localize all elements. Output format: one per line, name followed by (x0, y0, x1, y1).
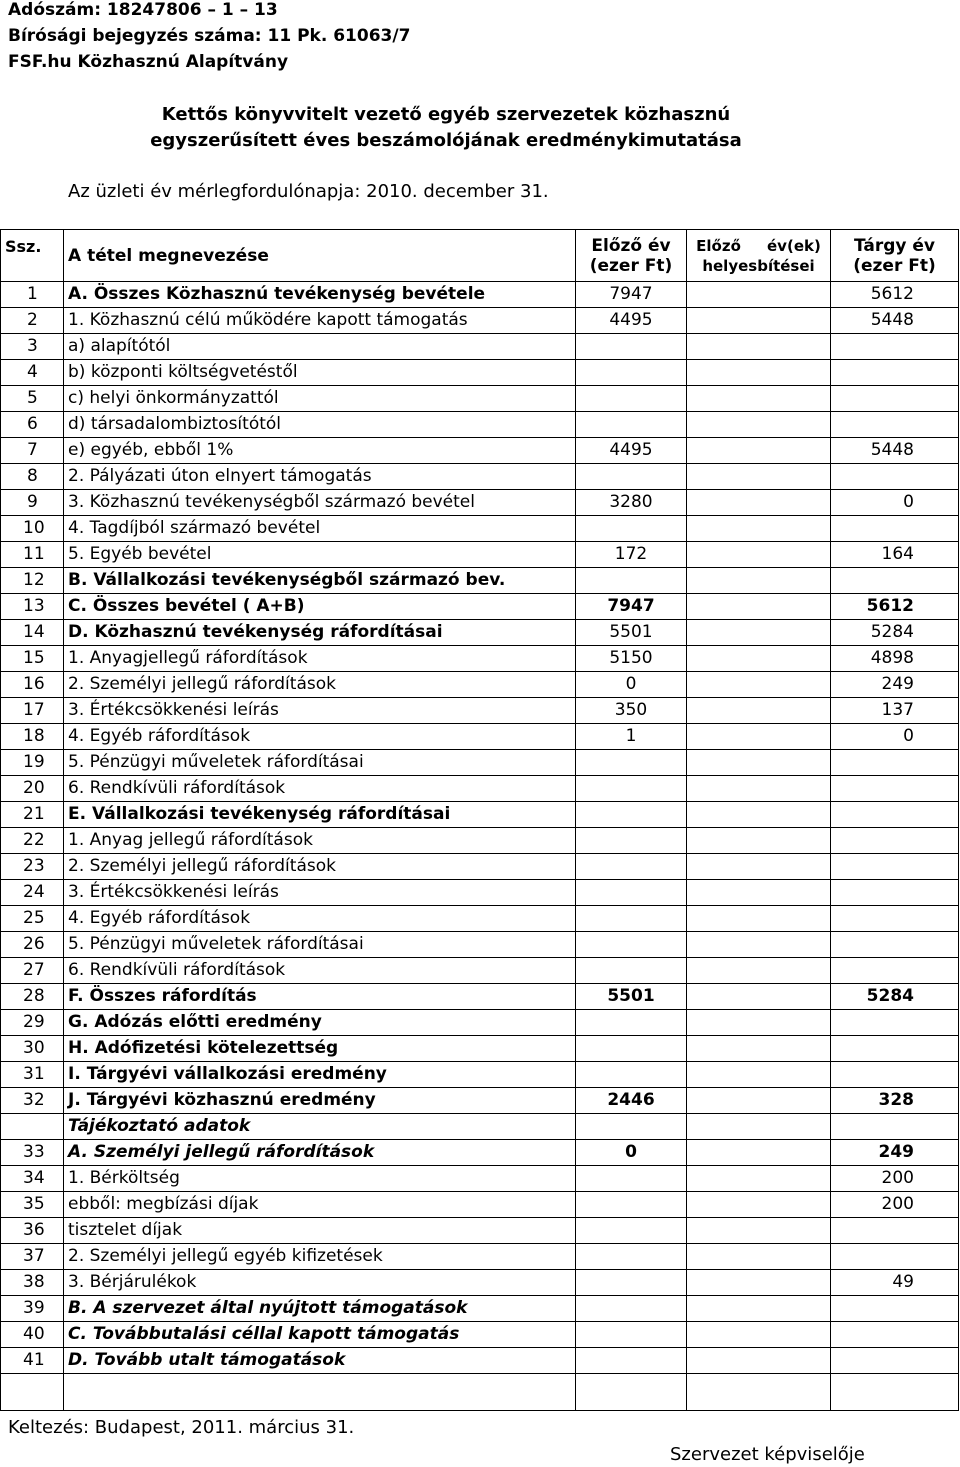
row-prev-value (576, 568, 687, 594)
row-current-value (831, 958, 959, 984)
row-number: 40 (1, 1322, 64, 1348)
row-correction-value (687, 568, 831, 594)
row-number: 28 (1, 984, 64, 1010)
row-correction-value (687, 360, 831, 386)
row-correction-value (687, 1062, 831, 1088)
row-number: 19 (1, 750, 64, 776)
row-label: 3. Értékcsökkenési leírás (64, 880, 576, 906)
row-number: 22 (1, 828, 64, 854)
table-row (1, 568, 959, 594)
row-correction-value (687, 984, 831, 1010)
table-row (1, 1166, 959, 1192)
row-current-value (831, 828, 959, 854)
row-correction-value (687, 308, 831, 334)
table-row (1, 1088, 959, 1114)
row-label: A. Személyi jellegű ráfordítások (64, 1140, 576, 1166)
row-label: 2. Pályázati úton elnyert támogatás (64, 464, 576, 490)
row-prev-value: 4495 (576, 308, 687, 334)
row-current-value: 200 (831, 1166, 959, 1192)
row-correction-value (687, 776, 831, 802)
table-row (1, 594, 959, 620)
place-and-date: Keltezés: Budapest, 2011. március 31. (8, 1417, 355, 1438)
row-correction-value (687, 724, 831, 750)
row-number: 39 (1, 1296, 64, 1322)
row-prev-value (576, 1114, 687, 1140)
row-current-value (831, 750, 959, 776)
income-statement-table (0, 229, 959, 1411)
row-label: B. Vállalkozási tevékenységből származó bev. (64, 568, 576, 594)
row-correction-value (687, 1036, 831, 1062)
table-row (1, 854, 959, 880)
table-row (1, 1270, 959, 1296)
row-label: e) egyéb, ebből 1% (64, 438, 576, 464)
table-row (1, 282, 959, 308)
table-row (1, 1140, 959, 1166)
row-current-value: 49 (831, 1270, 959, 1296)
row-label: Tájékoztató adatok (64, 1114, 576, 1140)
row-label: F. Összes ráfordítás (64, 984, 576, 1010)
row-current-value (831, 880, 959, 906)
row-prev-value: 0 (576, 1140, 687, 1166)
row-number: 1 (1, 282, 64, 308)
row-correction-value (687, 750, 831, 776)
row-prev-value (576, 958, 687, 984)
row-current-value: 249 (831, 672, 959, 698)
row-label: 4. Egyéb ráfordítások (64, 906, 576, 932)
row-current-value (831, 412, 959, 438)
row-label: c) helyi önkormányzattól (64, 386, 576, 412)
row-prev-value (576, 1244, 687, 1270)
row-current-value: 5448 (831, 308, 959, 334)
court-registration: Bírósági bejegyzés száma: 11 Pk. 61063/7 (8, 26, 411, 46)
row-number: 38 (1, 1270, 64, 1296)
row-label: 2. Személyi jellegű ráfordítások (64, 854, 576, 880)
row-label: D. Közhasznú tevékenység ráfordításai (64, 620, 576, 646)
row-number: 20 (1, 776, 64, 802)
document-title-line2: egyszerűsített éves beszámolójának eredménykimutatása (150, 130, 742, 151)
row-number: 10 (1, 516, 64, 542)
row-prev-value: 3280 (576, 490, 687, 516)
row-current-value (831, 386, 959, 412)
row-label: D. Tovább utalt támogatások (64, 1348, 576, 1374)
row-label: ebből: megbízási díjak (64, 1192, 576, 1218)
row-number: 29 (1, 1010, 64, 1036)
row-current-value: 5448 (831, 438, 959, 464)
row-label: 5. Pénzügyi műveletek ráfordításai (64, 932, 576, 958)
header-current-year: Tárgy év (ezer Ft) (831, 230, 959, 282)
signature-label: Szervezet képviselője (670, 1444, 865, 1465)
row-number: 2 (1, 308, 64, 334)
row-correction-value (687, 854, 831, 880)
row-prev-value (576, 1296, 687, 1322)
row-correction-value (687, 906, 831, 932)
table-row (1, 620, 959, 646)
row-current-value (831, 1010, 959, 1036)
row-number: 26 (1, 932, 64, 958)
row-label: 1. Bérköltség (64, 1166, 576, 1192)
row-number: 30 (1, 1036, 64, 1062)
row-correction-value (687, 1348, 831, 1374)
row-current-value (831, 360, 959, 386)
row-label: G. Adózás előtti eredmény (64, 1010, 576, 1036)
row-number: 9 (1, 490, 64, 516)
row-correction-value (687, 620, 831, 646)
table-row (1, 1348, 959, 1374)
row-correction-value (687, 672, 831, 698)
row-prev-value (576, 360, 687, 386)
table-row (1, 906, 959, 932)
row-current-value: 5612 (831, 594, 959, 620)
row-prev-value (576, 776, 687, 802)
row-correction-value (687, 1218, 831, 1244)
row-current-value: 249 (831, 1140, 959, 1166)
row-correction-value (687, 1140, 831, 1166)
row-number: 4 (1, 360, 64, 386)
table-row (1, 828, 959, 854)
table-row (1, 1114, 959, 1140)
row-prev-value (576, 932, 687, 958)
spacer-cell (1, 1374, 64, 1411)
row-label: C. Továbbutalási céllal kapott támogatás (64, 1322, 576, 1348)
row-correction-value (687, 334, 831, 360)
row-label: 3. Közhasznú tevékenységből származó bevétel (64, 490, 576, 516)
row-current-value: 0 (831, 724, 959, 750)
table-row (1, 802, 959, 828)
row-correction-value (687, 880, 831, 906)
row-label: 5. Egyéb bevétel (64, 542, 576, 568)
table-spacer-row (1, 1374, 959, 1411)
row-prev-value (576, 1348, 687, 1374)
table-row (1, 1192, 959, 1218)
row-number: 16 (1, 672, 64, 698)
row-correction-value (687, 542, 831, 568)
row-number: 14 (1, 620, 64, 646)
row-current-value (831, 802, 959, 828)
table-header-row (1, 230, 959, 282)
row-correction-value (687, 490, 831, 516)
table-row (1, 1296, 959, 1322)
tax-number: Adószám: 18247806 – 1 – 13 (8, 0, 278, 20)
row-prev-value (576, 750, 687, 776)
row-correction-value (687, 646, 831, 672)
table-row (1, 1010, 959, 1036)
table-row (1, 438, 959, 464)
table-row (1, 464, 959, 490)
row-number: 21 (1, 802, 64, 828)
row-number: 3 (1, 334, 64, 360)
row-label: a) alapítótól (64, 334, 576, 360)
row-correction-value (687, 438, 831, 464)
row-label: I. Tárgyévi vállalkozási eredmény (64, 1062, 576, 1088)
row-number: 35 (1, 1192, 64, 1218)
row-number: 31 (1, 1062, 64, 1088)
row-correction-value (687, 412, 831, 438)
row-current-value (831, 1036, 959, 1062)
header-prev-corrections: Előző év(ek) helyesbítései (687, 230, 831, 282)
row-label: 1. Közhasznú célú működére kapott támogatás (64, 308, 576, 334)
row-prev-value: 1 (576, 724, 687, 750)
row-number (1, 1114, 64, 1140)
row-number: 17 (1, 698, 64, 724)
header-prev-year: Előző év (ezer Ft) (576, 230, 687, 282)
row-current-value (831, 1114, 959, 1140)
table-row (1, 750, 959, 776)
row-correction-value (687, 802, 831, 828)
row-correction-value (687, 932, 831, 958)
document-title-line1: Kettős könyvvitelt vezető egyéb szervezetek közhasznú (161, 104, 731, 125)
row-current-value (831, 1244, 959, 1270)
row-correction-value (687, 958, 831, 984)
row-prev-value (576, 880, 687, 906)
row-correction-value (687, 1010, 831, 1036)
spacer-cell (687, 1374, 831, 1411)
row-number: 27 (1, 958, 64, 984)
row-correction-value (687, 1114, 831, 1140)
header-item-name: A tétel megnevezése (64, 230, 576, 282)
row-number: 5 (1, 386, 64, 412)
row-current-value (831, 906, 959, 932)
row-number: 37 (1, 1244, 64, 1270)
row-label: E. Vállalkozási tevékenység ráfordításai (64, 802, 576, 828)
row-number: 18 (1, 724, 64, 750)
row-number: 25 (1, 906, 64, 932)
row-label: A. Összes Közhasznú tevékenység bevétele (64, 282, 576, 308)
row-prev-value: 2446 (576, 1088, 687, 1114)
row-prev-value (576, 1270, 687, 1296)
row-label: 3. Bérjárulékok (64, 1270, 576, 1296)
row-number: 12 (1, 568, 64, 594)
table-row (1, 1322, 959, 1348)
row-correction-value (687, 1192, 831, 1218)
row-number: 15 (1, 646, 64, 672)
row-correction-value (687, 1296, 831, 1322)
table-row (1, 308, 959, 334)
row-prev-value (576, 464, 687, 490)
row-current-value: 200 (831, 1192, 959, 1218)
spacer-cell (831, 1374, 959, 1411)
spacer-cell (576, 1374, 687, 1411)
table-row (1, 672, 959, 698)
row-prev-value (576, 1062, 687, 1088)
header-ssz: Ssz. (1, 230, 64, 282)
row-current-value (831, 1218, 959, 1244)
row-label: d) társadalombiztosítótól (64, 412, 576, 438)
row-number: 8 (1, 464, 64, 490)
table-row (1, 984, 959, 1010)
row-prev-value: 172 (576, 542, 687, 568)
row-label: 6. Rendkívüli ráfordítások (64, 958, 576, 984)
row-label: J. Tárgyévi közhasznú eredmény (64, 1088, 576, 1114)
table-row (1, 1036, 959, 1062)
table-row (1, 958, 959, 984)
row-label: 1. Anyag jellegű ráfordítások (64, 828, 576, 854)
row-current-value (831, 776, 959, 802)
row-current-value (831, 1348, 959, 1374)
row-label: 5. Pénzügyi műveletek ráfordításai (64, 750, 576, 776)
row-correction-value (687, 1270, 831, 1296)
row-number: 41 (1, 1348, 64, 1374)
row-prev-value (576, 906, 687, 932)
row-label: 4. Egyéb ráfordítások (64, 724, 576, 750)
row-label: 2. Személyi jellegű ráfordítások (64, 672, 576, 698)
table-row (1, 490, 959, 516)
row-current-value (831, 854, 959, 880)
row-label: 2. Személyi jellegű egyéb kifizetések (64, 1244, 576, 1270)
row-prev-value (576, 854, 687, 880)
row-label: 3. Értékcsökkenési leírás (64, 698, 576, 724)
row-prev-value: 0 (576, 672, 687, 698)
row-current-value: 0 (831, 490, 959, 516)
row-label: H. Adófizetési kötelezettség (64, 1036, 576, 1062)
table-row (1, 724, 959, 750)
row-current-value (831, 1296, 959, 1322)
table-row (1, 542, 959, 568)
row-prev-value (576, 516, 687, 542)
row-prev-value: 5501 (576, 620, 687, 646)
row-correction-value (687, 1244, 831, 1270)
row-current-value (831, 1062, 959, 1088)
row-correction-value (687, 594, 831, 620)
row-current-value (831, 516, 959, 542)
spacer-cell (64, 1374, 576, 1411)
table-row (1, 386, 959, 412)
row-correction-value (687, 516, 831, 542)
row-correction-value (687, 828, 831, 854)
row-current-value: 164 (831, 542, 959, 568)
row-label: 4. Tagdíjból származó bevétel (64, 516, 576, 542)
row-current-value (831, 568, 959, 594)
row-number: 7 (1, 438, 64, 464)
row-number: 23 (1, 854, 64, 880)
row-prev-value (576, 1010, 687, 1036)
row-current-value: 137 (831, 698, 959, 724)
row-current-value: 5284 (831, 620, 959, 646)
row-label: 1. Anyagjellegű ráfordítások (64, 646, 576, 672)
row-prev-value (576, 1218, 687, 1244)
row-prev-value: 7947 (576, 282, 687, 308)
table-row (1, 646, 959, 672)
table-row (1, 1244, 959, 1270)
row-label: 6. Rendkívüli ráfordítások (64, 776, 576, 802)
table-row (1, 1062, 959, 1088)
table-row (1, 412, 959, 438)
row-prev-value (576, 1166, 687, 1192)
row-correction-value (687, 698, 831, 724)
row-current-value (831, 1322, 959, 1348)
row-number: 34 (1, 1166, 64, 1192)
table-row (1, 1218, 959, 1244)
row-current-value: 328 (831, 1088, 959, 1114)
table-row (1, 698, 959, 724)
row-number: 24 (1, 880, 64, 906)
row-prev-value (576, 828, 687, 854)
fiscal-year-date: Az üzleti év mérlegfordulónapja: 2010. december 31. (68, 181, 549, 202)
row-correction-value (687, 464, 831, 490)
row-label: b) központi költségvetéstől (64, 360, 576, 386)
table-row (1, 880, 959, 906)
row-correction-value (687, 282, 831, 308)
row-label: tisztelet díjak (64, 1218, 576, 1244)
row-number: 6 (1, 412, 64, 438)
row-current-value: 5284 (831, 984, 959, 1010)
organization-name: FSF.hu Közhasznú Alapítvány (8, 52, 289, 72)
table-row (1, 334, 959, 360)
row-prev-value: 350 (576, 698, 687, 724)
row-prev-value (576, 386, 687, 412)
row-number: 33 (1, 1140, 64, 1166)
row-prev-value (576, 1322, 687, 1348)
row-correction-value (687, 1088, 831, 1114)
row-correction-value (687, 1322, 831, 1348)
row-current-value (831, 932, 959, 958)
row-prev-value: 4495 (576, 438, 687, 464)
table-row (1, 516, 959, 542)
table-row (1, 776, 959, 802)
table-row (1, 360, 959, 386)
row-prev-value (576, 802, 687, 828)
row-prev-value (576, 334, 687, 360)
row-prev-value (576, 1036, 687, 1062)
row-prev-value: 7947 (576, 594, 687, 620)
row-correction-value (687, 1166, 831, 1192)
row-label: B. A szervezet által nyújtott támogatások (64, 1296, 576, 1322)
row-number: 36 (1, 1218, 64, 1244)
table-row (1, 932, 959, 958)
row-number: 13 (1, 594, 64, 620)
row-number: 11 (1, 542, 64, 568)
row-label: C. Összes bevétel ( A+B) (64, 594, 576, 620)
row-correction-value (687, 386, 831, 412)
row-number: 32 (1, 1088, 64, 1114)
row-current-value (831, 464, 959, 490)
row-prev-value: 5150 (576, 646, 687, 672)
row-current-value: 5612 (831, 282, 959, 308)
row-current-value (831, 334, 959, 360)
row-prev-value (576, 1192, 687, 1218)
row-prev-value: 5501 (576, 984, 687, 1010)
row-prev-value (576, 412, 687, 438)
row-current-value: 4898 (831, 646, 959, 672)
